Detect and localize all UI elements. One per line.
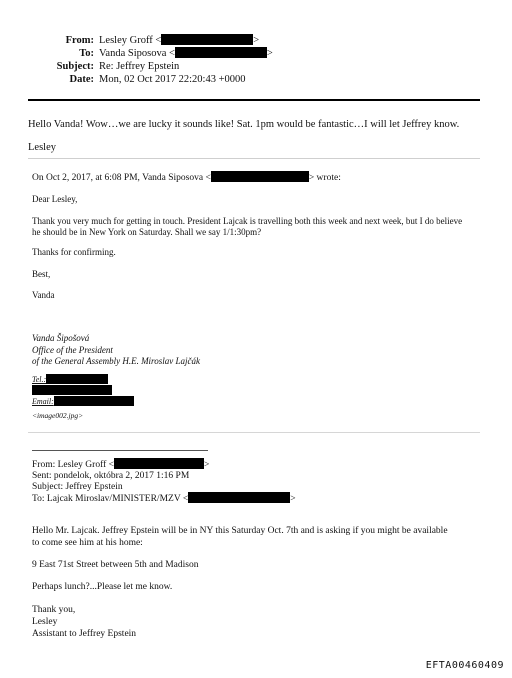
quote-body-line2: he should be in New York on Saturday. Shall we say 1/1:30pm? bbox=[32, 227, 262, 237]
orig-to: To: Lajcak Miroslav/MINISTER/MZV < > bbox=[32, 494, 296, 504]
orig-subject: Subject: Jeffrey Epstein bbox=[32, 482, 123, 492]
redaction-bar bbox=[175, 47, 267, 58]
from-value: Lesley Groff < > bbox=[99, 35, 260, 46]
from-label: From: bbox=[65, 35, 94, 46]
subject-label: Subject: bbox=[56, 61, 94, 72]
quote-body-line1: Thank you very much for getting in touch. President Lajcak is travelling both this week and next week, but I do believe bbox=[32, 216, 463, 226]
orig-body-line2: to come see him at his home: bbox=[32, 538, 143, 548]
date-value: Mon, 02 Oct 2017 22:20:43 +0000 bbox=[99, 74, 246, 85]
redaction-bar bbox=[54, 396, 134, 406]
orig-thanks: Thank you, bbox=[32, 605, 76, 615]
orig-body-line1: Hello Mr. Lajcak. Jeffrey Epstein will be in NY this Saturday Oct. 7th and is asking if you might be available bbox=[32, 526, 448, 536]
quote-intro: On Oct 2, 2017, at 6:08 PM, Vanda Siposova < > wrote: bbox=[32, 173, 341, 183]
redaction-bar bbox=[188, 492, 290, 503]
signature-name: Vanda Šipošová bbox=[32, 333, 90, 343]
quote-closing: Best, bbox=[32, 269, 51, 279]
redaction-bar bbox=[114, 458, 204, 469]
orig-from: From: Lesley Groff < > bbox=[32, 460, 210, 470]
reply-signature: Lesley bbox=[28, 142, 56, 153]
orig-sent: Sent: pondelok, októbra 2, 2017 1:16 PM bbox=[32, 471, 190, 481]
signature-image-placeholder: <image002.jpg> bbox=[32, 411, 84, 420]
signature-email: Email: bbox=[32, 391, 134, 409]
signature-office: Office of the President bbox=[32, 345, 113, 355]
orig-title: Assistant to Jeffrey Epstein bbox=[32, 629, 137, 639]
orig-lunch: Perhaps lunch?...Please let me know. bbox=[32, 582, 173, 592]
date-label: Date: bbox=[69, 74, 94, 85]
orig-name: Lesley bbox=[32, 617, 58, 627]
subject-value: Re: Jeffrey Epstein bbox=[99, 61, 180, 72]
to-value: Vanda Siposova < > bbox=[99, 48, 273, 59]
quote-greeting: Dear Lesley, bbox=[32, 194, 78, 204]
to-label: To: bbox=[79, 48, 94, 59]
quote-divider bbox=[28, 432, 480, 433]
redaction-bar bbox=[211, 171, 309, 182]
quote-divider bbox=[28, 158, 480, 159]
redaction-bar bbox=[161, 34, 253, 45]
orig-address: 9 East 71st Street between 5th and Madison bbox=[32, 560, 199, 570]
signature-tel: Tel.: bbox=[32, 369, 108, 387]
document-id: EFTA00460409 bbox=[425, 660, 504, 671]
signature-assembly: of the General Assembly H.E. Miroslav Lajčák bbox=[32, 356, 200, 366]
quote-name: Vanda bbox=[32, 290, 55, 300]
forward-separator bbox=[32, 450, 208, 451]
header-divider bbox=[28, 99, 480, 101]
quote-thanks: Thanks for confirming. bbox=[32, 247, 116, 257]
reply-body: Hello Vanda! Wow…we are lucky it sounds like! Sat. 1pm would be fantastic…I will let Jeffrey know. bbox=[28, 119, 460, 130]
